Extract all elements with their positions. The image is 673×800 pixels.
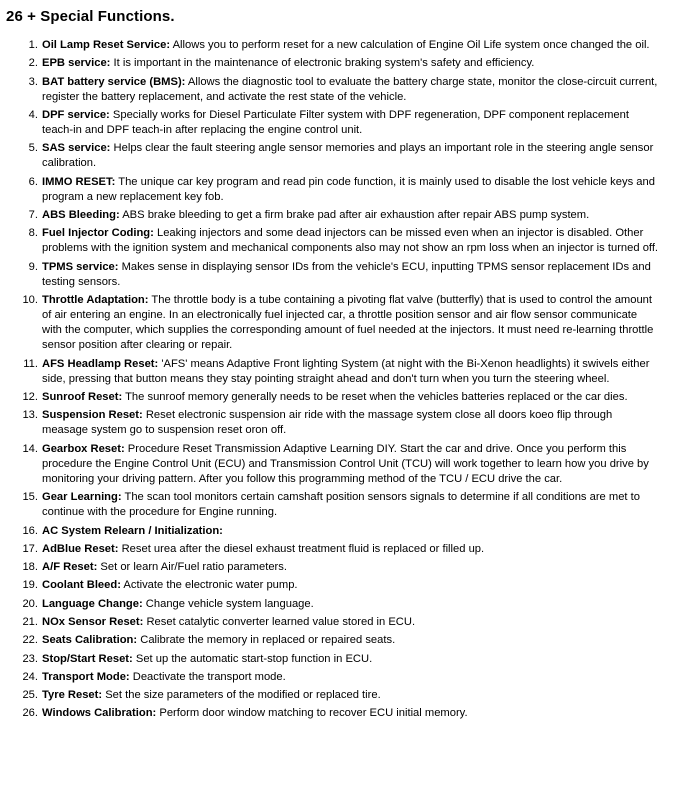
- list-item: [6, 141, 659, 171]
- function-name: Windows Calibration:: [42, 707, 157, 720]
- list-item-number: 12.: [22, 391, 38, 404]
- list-item: [6, 560, 659, 575]
- function-description: The unique car key program and read pin code function, it is mainly used to disable the lost vehicle keys and program a new replacement key fob.: [42, 175, 655, 203]
- function-name: A/F Reset:: [42, 561, 98, 574]
- list-item: [6, 75, 659, 105]
- list-item: [6, 442, 659, 487]
- list-item-number: 20.: [22, 597, 38, 610]
- function-name: DPF service:: [42, 108, 110, 121]
- function-name: NOx Sensor Reset:: [42, 615, 144, 628]
- function-description: Perform door window matching to recover ECU initial memory.: [156, 707, 468, 720]
- function-description: Set up the automatic start-stop function in ECU.: [132, 652, 373, 665]
- function-name: Fuel Injector Coding:: [42, 227, 154, 240]
- list-item-number: 13.: [22, 409, 38, 422]
- list-item-number: 18.: [22, 561, 38, 574]
- function-name: AFS Headlamp Reset:: [42, 357, 159, 370]
- function-description: Deactivate the transport mode.: [129, 670, 286, 683]
- function-name: EPB service:: [42, 57, 111, 70]
- function-name: Sunroof Reset:: [42, 391, 123, 404]
- list-item-number: 4.: [28, 108, 38, 121]
- function-name: Oil Lamp Reset Service:: [42, 39, 171, 51]
- list-item-number: 5.: [28, 142, 38, 155]
- list-item-number: 21.: [22, 615, 38, 628]
- function-name: AdBlue Reset:: [42, 542, 119, 555]
- list-item: [6, 578, 659, 593]
- list-item-number: 24.: [22, 670, 38, 683]
- list-item: [6, 357, 659, 387]
- document-title: 26 + Special Functions.: [6, 8, 175, 25]
- list-item: [6, 542, 659, 557]
- list-item: [6, 108, 659, 138]
- special-functions-list: [6, 38, 659, 721]
- function-name: Throttle Adaptation:: [42, 294, 149, 307]
- list-item-number: 15.: [22, 491, 38, 504]
- list-item-number: 10.: [22, 294, 38, 307]
- list-item-number: 11.: [23, 357, 38, 370]
- function-description: Activate the electronic water pump.: [120, 579, 298, 592]
- list-item: [6, 208, 659, 223]
- list-item-number: 19.: [22, 579, 38, 592]
- function-name: SAS service:: [42, 142, 111, 155]
- list-item: [6, 615, 659, 630]
- list-item: [6, 293, 659, 353]
- list-item: [6, 597, 659, 612]
- list-item-number: 8.: [28, 227, 38, 240]
- function-name: Language Change:: [42, 597, 143, 610]
- list-item: [6, 260, 659, 290]
- list-item: [6, 175, 659, 205]
- function-description: The throttle body is a tube containing a pivoting flat valve (butterfly) that is used to control the amount of air entering an engine. In an electronically fuel injected car, a throttle position sensor and air flow sensor communicate with the computer, which supplies the corresponding amount of fuel needed at the injectors. It must need re-learning throttle sensor position after clearing or repair.: [42, 294, 654, 352]
- function-name: Transport Mode:: [42, 670, 130, 683]
- list-item: [6, 652, 659, 667]
- list-item: [6, 226, 659, 256]
- list-item-number: 9.: [28, 260, 38, 273]
- function-description: Makes sense in displaying sensor IDs from the vehicle's ECU, inputting TPMS sensor replacement IDs and testing sensors.: [42, 260, 651, 288]
- list-item: [6, 633, 659, 648]
- function-description: It is important in the maintenance of electronic braking system's safety and efficiency.: [110, 57, 535, 70]
- list-item-number: 14.: [22, 442, 38, 455]
- function-description: Calibrate the memory in replaced or repaired seats.: [137, 634, 396, 647]
- function-description: Reset catalytic converter learned value stored in ECU.: [143, 615, 416, 628]
- list-item: [6, 688, 659, 703]
- function-description: Set or learn Air/Fuel ratio parameters.: [97, 561, 287, 574]
- function-description: Specially works for Diesel Particulate Filter system with DPF regeneration, DPF component replacement teach-in and DPF teach-in after replacing the engine control unit.: [42, 108, 629, 137]
- list-item-number: 2.: [28, 57, 38, 70]
- function-name: IMMO RESET:: [42, 175, 116, 188]
- list-item: [6, 524, 659, 539]
- function-name: Gear Learning:: [42, 491, 122, 504]
- list-item: [6, 56, 659, 71]
- function-description: ABS brake bleeding to get a firm brake pad after air exhaustion after repair ABS pump system.: [119, 209, 590, 222]
- function-description: Procedure Reset Transmission Adaptive Learning DIY. Start the car and drive. Once you perform this procedure the Engine Control Unit (ECU) and Transmission Control Unit (TCU) will work together to learn how you drive by monitoring your driving pattern. After you follow this programming method of the TCU / ECU drive the car.: [42, 442, 649, 485]
- function-name: TPMS service:: [42, 260, 119, 273]
- function-name: Gearbox Reset:: [42, 442, 125, 455]
- function-description: 'AFS' means Adaptive Front lighting System (at night with the Bi-Xenon headlights) it swivels either side, pressing that button means they stay pointing straight ahead and don't turn when you turn the steering wheel.: [42, 357, 650, 385]
- function-name: ABS Bleeding:: [42, 209, 120, 222]
- function-description: Reset electronic suspension air ride with the massage system close all doors koeo flip through measage system go to suspension reset oron off.: [42, 409, 613, 437]
- list-item-number: 25.: [22, 689, 38, 702]
- list-item-number: 26.: [22, 707, 38, 720]
- function-description: The sunroof memory generally needs to be reset when the vehicles batteries replaced or the car dies.: [122, 391, 628, 404]
- function-name: Seats Calibration:: [42, 634, 138, 647]
- function-description: Leaking injectors and some dead injectors can be missed even when an injector is disabled. Other problems with the ignition system and mechanical components also may not show an rpm loss when an injector is turned off.: [42, 227, 659, 255]
- list-item-number: 6.: [28, 175, 38, 188]
- list-item-number: 1.: [28, 39, 38, 51]
- function-description: Allows you to perform reset for a new calculation of Engine Oil Life system once changed the oil.: [170, 39, 650, 51]
- list-item-number: 7.: [28, 209, 38, 222]
- list-item: [6, 706, 659, 721]
- list-item: [6, 38, 659, 53]
- function-name: Suspension Reset:: [42, 409, 143, 422]
- list-item-number: 22.: [22, 634, 38, 647]
- function-description: Allows the diagnostic tool to evaluate the battery charge state, monitor the close-circuit current, register the battery replacement, and activate the rest state of the vehicle.: [42, 75, 658, 103]
- function-description: Set the size parameters of the modified or replaced tire.: [102, 689, 381, 702]
- list-item: [6, 490, 659, 520]
- function-name: Coolant Bleed:: [42, 579, 121, 592]
- list-item-number: 16.: [22, 524, 38, 537]
- function-name: Tyre Reset:: [42, 689, 103, 702]
- function-name: AC System Relearn / Initialization:: [42, 524, 223, 537]
- function-description: The scan tool monitors certain camshaft position sensors signals to determine if all conditions are met to continue with the procedure for Engine running.: [42, 491, 640, 519]
- function-description: Helps clear the fault steering angle sensor memories and plays an important role in the steering angle sensor calibration.: [42, 142, 654, 170]
- list-item: [6, 390, 659, 405]
- list-item: [6, 670, 659, 685]
- function-description: Change vehicle system language.: [142, 597, 314, 610]
- list-item: [6, 408, 659, 438]
- function-name: BAT battery service (BMS):: [42, 75, 186, 88]
- list-item-number: 17.: [22, 542, 38, 555]
- list-item-number: 23.: [22, 652, 38, 665]
- list-item-number: 3.: [28, 75, 38, 88]
- function-name: Stop/Start Reset:: [42, 652, 133, 665]
- function-description: Reset urea after the diesel exhaust treatment fluid is replaced or filled up.: [118, 542, 485, 555]
